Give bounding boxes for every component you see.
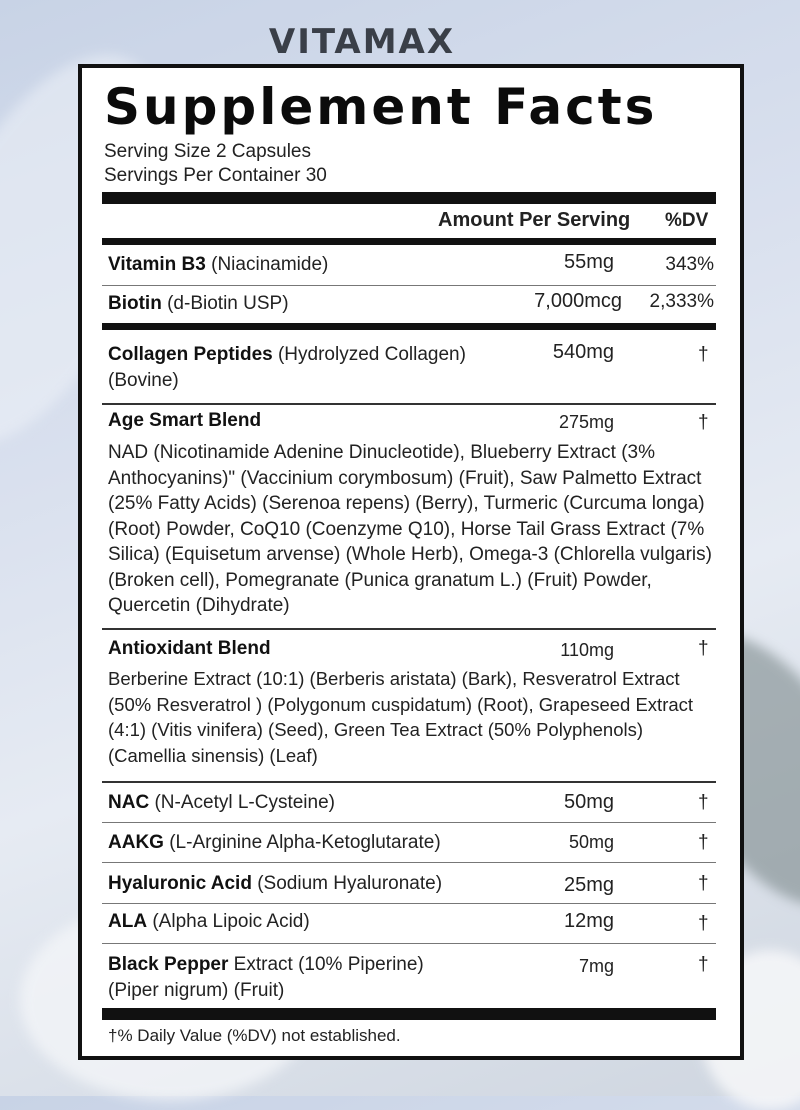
dv-dagger: †	[698, 344, 709, 365]
ingredient-name-line2: (Piper nigrum) (Fruit)	[108, 980, 285, 1001]
blend-name: Antioxidant Blend	[108, 638, 271, 659]
blend-name: Age Smart Blend	[108, 410, 262, 431]
amount-per-serving-header: Amount Per Serving	[438, 209, 631, 231]
row-divider	[102, 943, 716, 944]
brand-logo: VITAMAX	[268, 22, 456, 62]
divider-mid	[102, 323, 716, 330]
ingredient-dv: 2,333%	[649, 291, 714, 312]
ingredient-name: AAKG (L-Arginine Alpha-Ketoglutarate)	[108, 832, 441, 853]
divider-thick	[102, 192, 716, 204]
blend-ingredients: NAD (Nicotinamide Adenine Dinucleotide), Blueberry Extract (3% Anthocyanins)" (Vaccinium corymbosum) (Fruit), Saw Palmetto Extract (25% Fatty Acids) (Serenoa repens) (Berry), Turmeric (Curcuma longa) (Root) Powder, CoQ10 (Coenzyme Q10), Horse Tail Grass Extract (7% Silica) (Equisetum arvense) (Whole Herb), Omega-3 (Chlorella vulgaris) (Broken cell), Pomegranate (Punica granatum L.) (Fruit) Powder, Quercetin (Dihydrate)	[108, 442, 712, 616]
divider-thick	[102, 1008, 716, 1020]
dv-header: %DV	[665, 210, 709, 231]
ingredient-amount: 540mg	[552, 341, 614, 363]
row-divider	[102, 628, 716, 630]
ingredient-name: Biotin (d-Biotin USP)	[108, 293, 289, 314]
panel-title: Supplement Facts	[104, 78, 658, 136]
dv-dagger: †	[698, 792, 709, 813]
ingredient-name: Vitamin B3 (Niacinamide)	[108, 254, 329, 275]
ingredient-amount: 25mg	[563, 874, 614, 896]
ingredient-amount: 55mg	[563, 251, 614, 273]
ingredient-name: ALA (Alpha Lipoic Acid)	[108, 911, 310, 932]
ingredient-amount: 12mg	[563, 910, 614, 932]
blend-ingredients: Berberine Extract (10:1) (Berberis aristata) (Bark), Resveratrol Extract (50% Resveratrol ) (Polygonum cuspidatum) (Root), Grapeseed Extract (4:1) (Vitis vinifera) (Seed), Green Tea Extract (50% Polyphenols) (Camellia sinensis) (Leaf)	[108, 668, 694, 766]
dv-dagger: †	[698, 638, 709, 659]
ingredient-amount: 50mg	[568, 832, 614, 852]
ingredient-name-line2: (Bovine)	[108, 370, 179, 391]
row-divider	[102, 285, 716, 286]
serving-size: Serving Size 2 Capsules	[104, 141, 311, 162]
row-divider	[102, 822, 716, 823]
servings-per-container: Servings Per Container 30	[104, 165, 327, 186]
ingredient-name: Black Pepper Extract (10% Piperine)	[108, 954, 424, 975]
ingredient-name: NAC (N-Acetyl L-Cysteine)	[108, 792, 335, 813]
row-divider	[102, 862, 716, 863]
ingredient-amount: 50mg	[563, 791, 614, 813]
dv-dagger: †	[698, 412, 709, 433]
blend-amount: 110mg	[560, 640, 614, 660]
dv-dagger: †	[698, 873, 709, 894]
supplement-facts-panel	[78, 64, 744, 1060]
row-divider	[102, 781, 716, 783]
footnote: †% Daily Value (%DV) not established.	[108, 1026, 401, 1045]
blend-amount: 275mg	[558, 412, 614, 432]
ingredient-amount: 7mg	[578, 956, 614, 976]
dv-dagger: †	[698, 913, 709, 934]
row-divider	[102, 903, 716, 904]
divider-mid	[102, 238, 716, 245]
ingredient-amount: 7,000mcg	[534, 290, 622, 312]
ingredient-dv: 343%	[665, 254, 714, 275]
dv-dagger: †	[698, 954, 709, 975]
dv-dagger: †	[698, 832, 709, 853]
ingredient-name: Hyaluronic Acid (Sodium Hyaluronate)	[108, 873, 443, 894]
row-divider	[102, 403, 716, 405]
ingredient-name: Collagen Peptides (Hydrolyzed Collagen)	[108, 344, 466, 365]
